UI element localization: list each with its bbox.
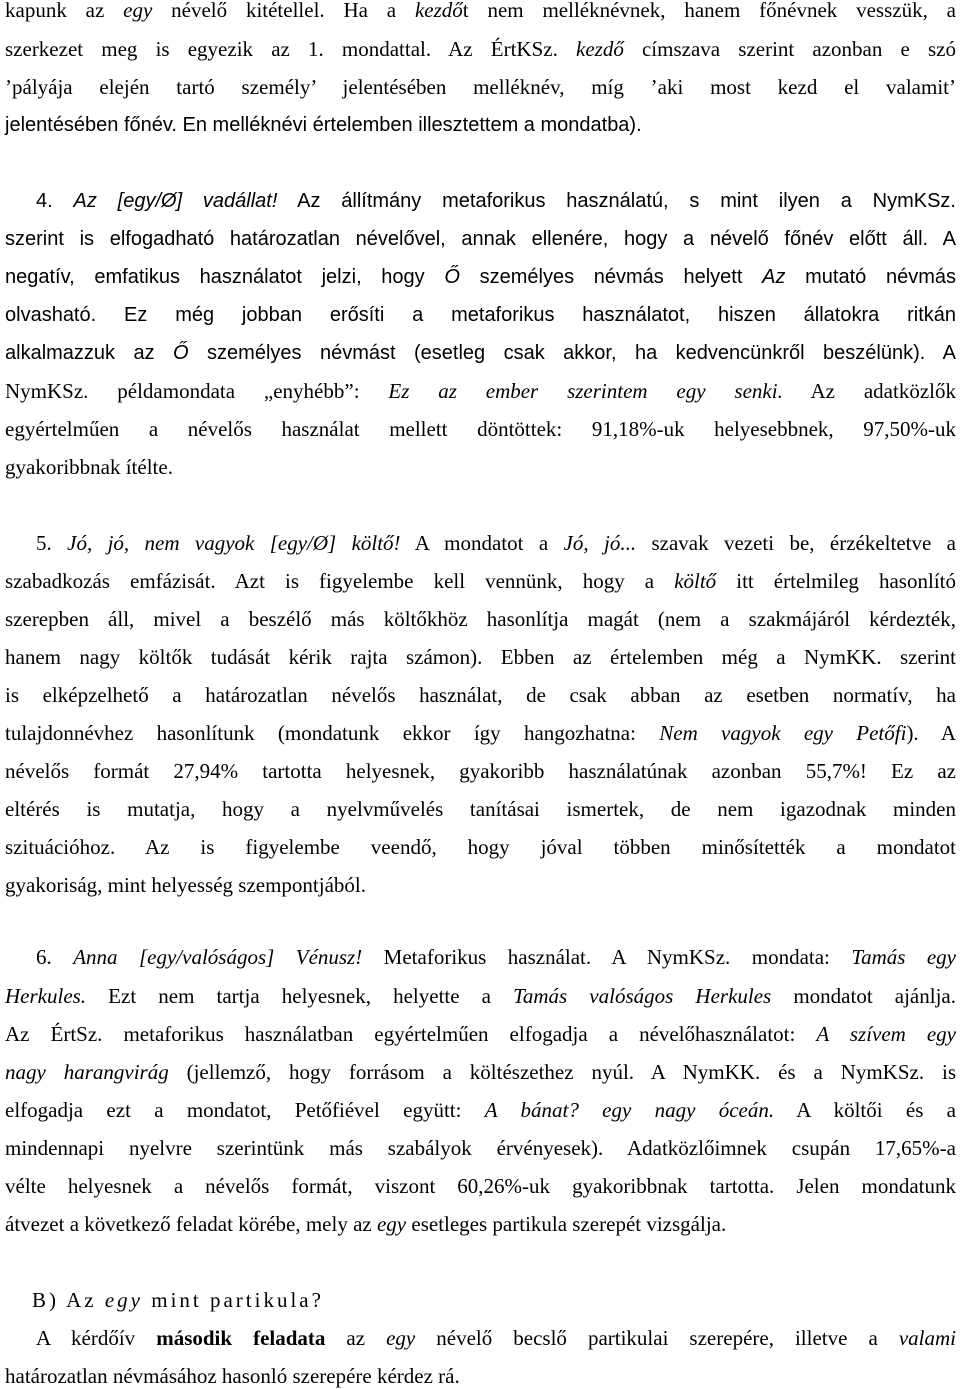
text-line <box>5 983 956 1009</box>
text-run: az <box>325 1326 387 1350</box>
italic-text: nagy harangvirág <box>5 1060 169 1084</box>
text-line <box>5 302 956 328</box>
text-run: A mondatot a <box>400 531 564 555</box>
text-run: Az ÉrtSz. metaforikus használatban egyértelműen elfogadja a névelőhasználatot: <box>5 1022 817 1046</box>
text-run: ). A <box>906 721 956 745</box>
text-line <box>5 1097 956 1123</box>
text-line <box>5 796 956 822</box>
text-line <box>36 1325 956 1351</box>
text-run: gyakoribbnak ítélte. <box>5 455 173 479</box>
text-run: határozatlan névmásához hasonló szerepére kérdez rá. <box>5 1364 460 1388</box>
text-run: itt értelmileg hasonlító <box>716 569 956 593</box>
italic-text: egy <box>376 1212 407 1236</box>
text-run: ’pályája elején tartó személy’ jelentésében melléknév, míg ’aki most kezd el valamit’ <box>5 75 956 99</box>
text-run: szerint is elfogadható határozatlan névelővel, annak ellenére, hogy a névelő főnév előtt áll. A <box>5 228 956 250</box>
text-run: A költői és a <box>774 1098 956 1122</box>
text-line <box>5 378 956 404</box>
text-run: jelentésében főnév. En melléknévi értelemben illesztettem a mondatba). <box>5 114 642 136</box>
text-run: Metaforikus használat. A NymKSz. mondata: <box>362 945 852 969</box>
text-line <box>5 568 956 594</box>
text-run: esetleges partikula szerepét vizsgálja. <box>406 1212 727 1236</box>
text-line <box>5 454 956 480</box>
italic-text: egy <box>386 1326 416 1350</box>
bold-text: második feladata <box>156 1326 326 1350</box>
text-line <box>5 758 956 784</box>
text-line <box>5 0 956 23</box>
text-line <box>5 112 956 138</box>
italic-text: Ő <box>173 342 189 364</box>
text-run: szavak vezeti be, érzékeltetve a <box>636 531 957 555</box>
italic-text: egy <box>123 0 153 22</box>
italic-text: Tamás egy <box>851 945 957 969</box>
text-run: Ezt nem tartja helyesnek, helyette a <box>86 984 514 1008</box>
text-line <box>36 188 956 214</box>
text-line <box>5 1211 956 1237</box>
text-line <box>5 834 956 860</box>
italic-text: Tamás valóságos Herkules <box>513 984 772 1008</box>
text-run: névelő kitétellel. Ha a <box>152 0 415 22</box>
italic-text: Ez az ember szerintem egy senki. <box>388 379 783 403</box>
text-run: is elképzelhető a határozatlan névelős használat, de csak abban az esetben normatív, ha <box>5 683 956 707</box>
text-run: egyértelműen a névelős használat mellett döntöttek: 91,18%-uk helyesebbnek, 97,50%-uk <box>5 417 956 441</box>
italic-text: Az [egy/Ø] vadállat! <box>73 190 278 212</box>
text-line <box>5 74 956 100</box>
italic-text: kezdő <box>576 37 624 61</box>
text-line <box>5 682 956 708</box>
text-run: szabadkozás emfázisát. Azt is figyelembe kell vennünk, hogy a <box>5 569 675 593</box>
text-line <box>36 944 956 970</box>
text-run: személyes névmást (esetleg csak akkor, ha kedvencünkről beszélünk). A <box>188 342 956 364</box>
text-line <box>5 226 956 252</box>
text-run: kapunk az <box>5 0 124 22</box>
text-run: olvasható. Ez még jobban erősíti a metaforikus használatot, hiszen állatokra ritkán <box>5 304 956 326</box>
text-line <box>5 264 956 290</box>
italic-text: Nem vagyok egy Petőfi <box>659 721 907 745</box>
section-heading <box>32 1287 956 1313</box>
text-run: névelős formát 27,94% tartotta helyesnek, gyakoribb használatúnak azonban 55,7%! Ez az <box>5 759 956 783</box>
italic-text: Jó, jó, nem vagyok [egy/Ø] költő! <box>67 531 401 555</box>
text-run: vélte helyesnek a névelős formát, viszont 60,26%-uk gyakoribbnak tartotta. Jelen mondatunk <box>5 1174 956 1198</box>
text-run: személyes névmás helyett <box>459 266 763 288</box>
text-run: Az adatközlők <box>782 379 956 403</box>
text-run: hanem nagy költők tudását kérik rajta számon). Ebben az értelemben még a NymKK. szerint <box>5 645 956 669</box>
text-line <box>5 606 956 632</box>
text-run: eltérés is mutatja, hogy a nyelvművelés tanításai ismertek, de nem igazodnak minden <box>5 797 956 821</box>
text-line <box>5 1021 956 1047</box>
text-run: 6. <box>36 945 74 969</box>
text-run: negatív, emfatikus használatot jelzi, hogy <box>5 266 445 288</box>
text-run: névelő becslő partikulai szerepére, illetve a <box>415 1326 899 1350</box>
text-run: címszava szerint azonban e szó <box>623 37 956 61</box>
italic-text: valami <box>898 1326 956 1350</box>
italic-text: Anna [egy/valóságos] Vénusz! <box>73 945 363 969</box>
italic-text: kezdő <box>414 0 463 22</box>
text-run: A kérdőív <box>36 1326 157 1350</box>
text-run: 5. <box>36 531 68 555</box>
text-run: NymKSz. példamondata „enyhébb”: <box>5 379 389 403</box>
text-run: szerkezet meg is egyezik az 1. mondattal. Az ÉrtKSz. <box>5 37 576 61</box>
text-run: mutató névmás <box>785 266 956 288</box>
text-run: t nem melléknévnek, hanem főnévnek vesszük, a <box>462 0 956 22</box>
text-line <box>5 720 956 746</box>
text-line <box>5 872 956 898</box>
text-run: mindennapi nyelvre szerintünk más szabályok érvényesek). Adatközlőimnek csupán 17,65%-a <box>5 1136 956 1160</box>
italic-text: A szívem egy <box>816 1022 957 1046</box>
text-run: szerepben áll, mivel a beszélő más költőkhöz hasonlítja magát (nem a szakmájáról kérdezték, <box>5 607 956 631</box>
italic-text: költő <box>674 569 717 593</box>
text-run: Az állítmány metaforikus használatú, s mint ilyen a NymKSz. <box>277 190 956 212</box>
text-line <box>5 416 956 442</box>
text-run: mint partikula? <box>142 1288 324 1312</box>
text-line <box>5 1363 956 1389</box>
italic-text: A bánat? egy nagy óceán. <box>484 1098 775 1122</box>
text-run: tulajdonnévhez hasonlítunk (mondatunk ekkor így hangozhatna: <box>5 721 660 745</box>
italic-text: Jó, jó... <box>563 531 637 555</box>
text-line <box>5 340 956 366</box>
text-line <box>5 1173 956 1199</box>
italic-text: Az <box>762 266 786 288</box>
text-run: alkalmazzuk az <box>5 342 174 364</box>
italic-text: Herkules. <box>5 984 87 1008</box>
text-line <box>5 36 956 62</box>
text-line <box>5 1059 956 1085</box>
text-run: átvezet a következő feladat körébe, mely az <box>5 1212 377 1236</box>
text-run: (jellemző, hogy forrásom a költészethez nyúl. A NymKK. és a NymKSz. is <box>168 1060 956 1084</box>
text-run: elfogadja ezt a mondatot, Petőfiével együtt: <box>5 1098 485 1122</box>
text-run: mondatot ajánlja. <box>771 984 956 1008</box>
italic-text: Ő <box>444 266 460 288</box>
italic-text: egy <box>104 1288 143 1312</box>
text-line <box>5 644 956 670</box>
text-run: szituációhoz. Az is figyelembe veendő, hogy jóval többen minősítették a mondatot <box>5 835 956 859</box>
text-run: gyakoriság, mint helyesség szempontjából. <box>5 873 367 897</box>
text-run: 4. <box>36 190 74 212</box>
text-line <box>36 530 956 556</box>
text-run: B) Az <box>32 1288 105 1312</box>
text-line <box>5 1135 956 1161</box>
